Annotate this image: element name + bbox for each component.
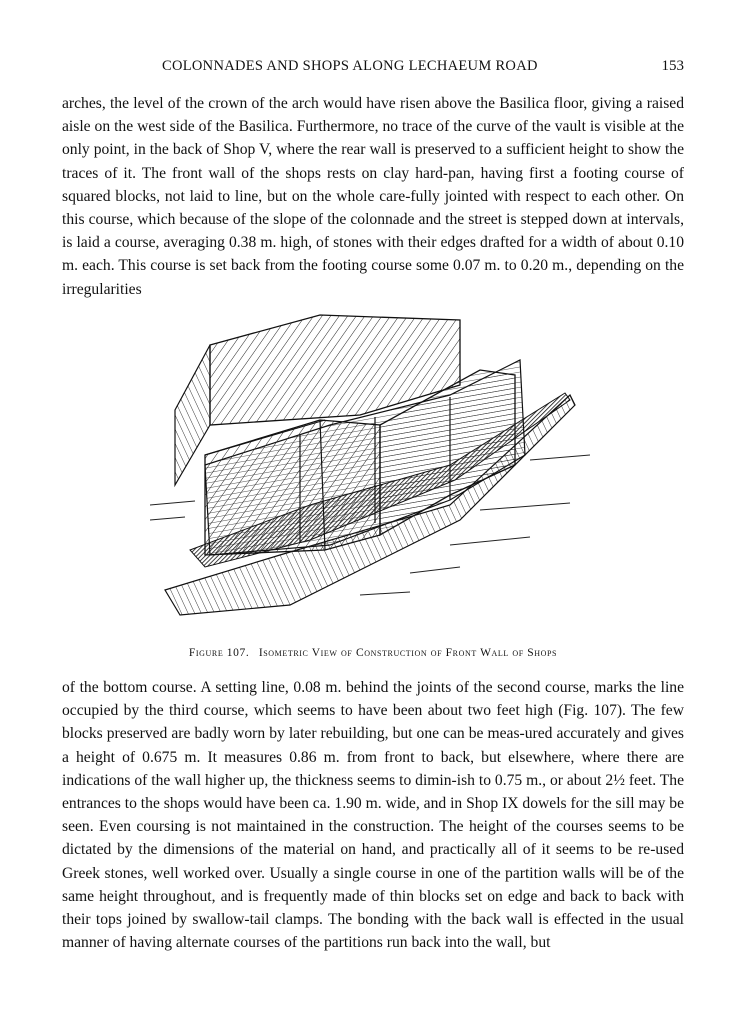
upper-course-blocks [175, 315, 515, 555]
page-header [62, 58, 684, 80]
body-paragraph-1: arches, the level of the crown of the arch would have risen above the Basilica floor, giving a raised aisle on the west side of the Basilica. Furthermore, no trace of the curve of the vault is visible at the only point, in the back of Shop V, where the rear wall is preserved to a sufficient height to show the traces of it. The front wall of the shops rests on clay hard-pan, having first a footing course of squared blocks, not laid to line, but on the whole care-fully jointed with respect to each other. On this course, which because of the slope of the colonnade and the street is stepped down at intervals, is laid a course, averaging 0.38 m. high, of stones with their edges drafted for a width of about 0.10 m. each. This course is set back from the footing course some 0.07 m. to 0.20 m., depending on the irregularities [62, 95, 684, 298]
running-title: COLONNADES AND SHOPS ALONG LECHAEUM ROAD [162, 58, 538, 74]
figure-label: Figure 107. [188, 647, 250, 659]
figure-caption-text: Isometric View of Construction of Front Wall of Shops [258, 647, 558, 659]
figure-caption [62, 647, 684, 659]
isometric-wall-illustration [150, 305, 590, 630]
page-number: 153 [661, 58, 684, 74]
body-paragraph-2: of the bottom course. A setting line, 0.08 m. behind the joints of the second course, marks the line occupied by the third course, which seems to have been about two feet high (Fig. 107). The few blocks preserved are badly worn by later rebuilding, but one can be meas-ured accurately and gives a height of 0.675 m. It measures 0.86 m. from front to back, but elsewhere, where there are indications of the wall higher up, the thickness seems to dimin-ish to 0.75 m., or about 2½ feet. The entrances to the shops would have been ca. 1.90 m. wide, and in Shop IX dowels for the sill may be seen. Even coursing is not maintained in the construction. The height of the courses seems to be dictated by the dimensions of the material on hand, and practically all of it seems to be re-used Greek stones, well worked over. Usually a single course in one of the partition walls will be of the same height throughout, and is frequently made of thin blocks set on edge and back to back with their tops joined by swallow-tail clamps. The bonding with the back wall is effected in the usual manner of having alternate courses of the partitions run back into the wall, but [62, 679, 684, 952]
